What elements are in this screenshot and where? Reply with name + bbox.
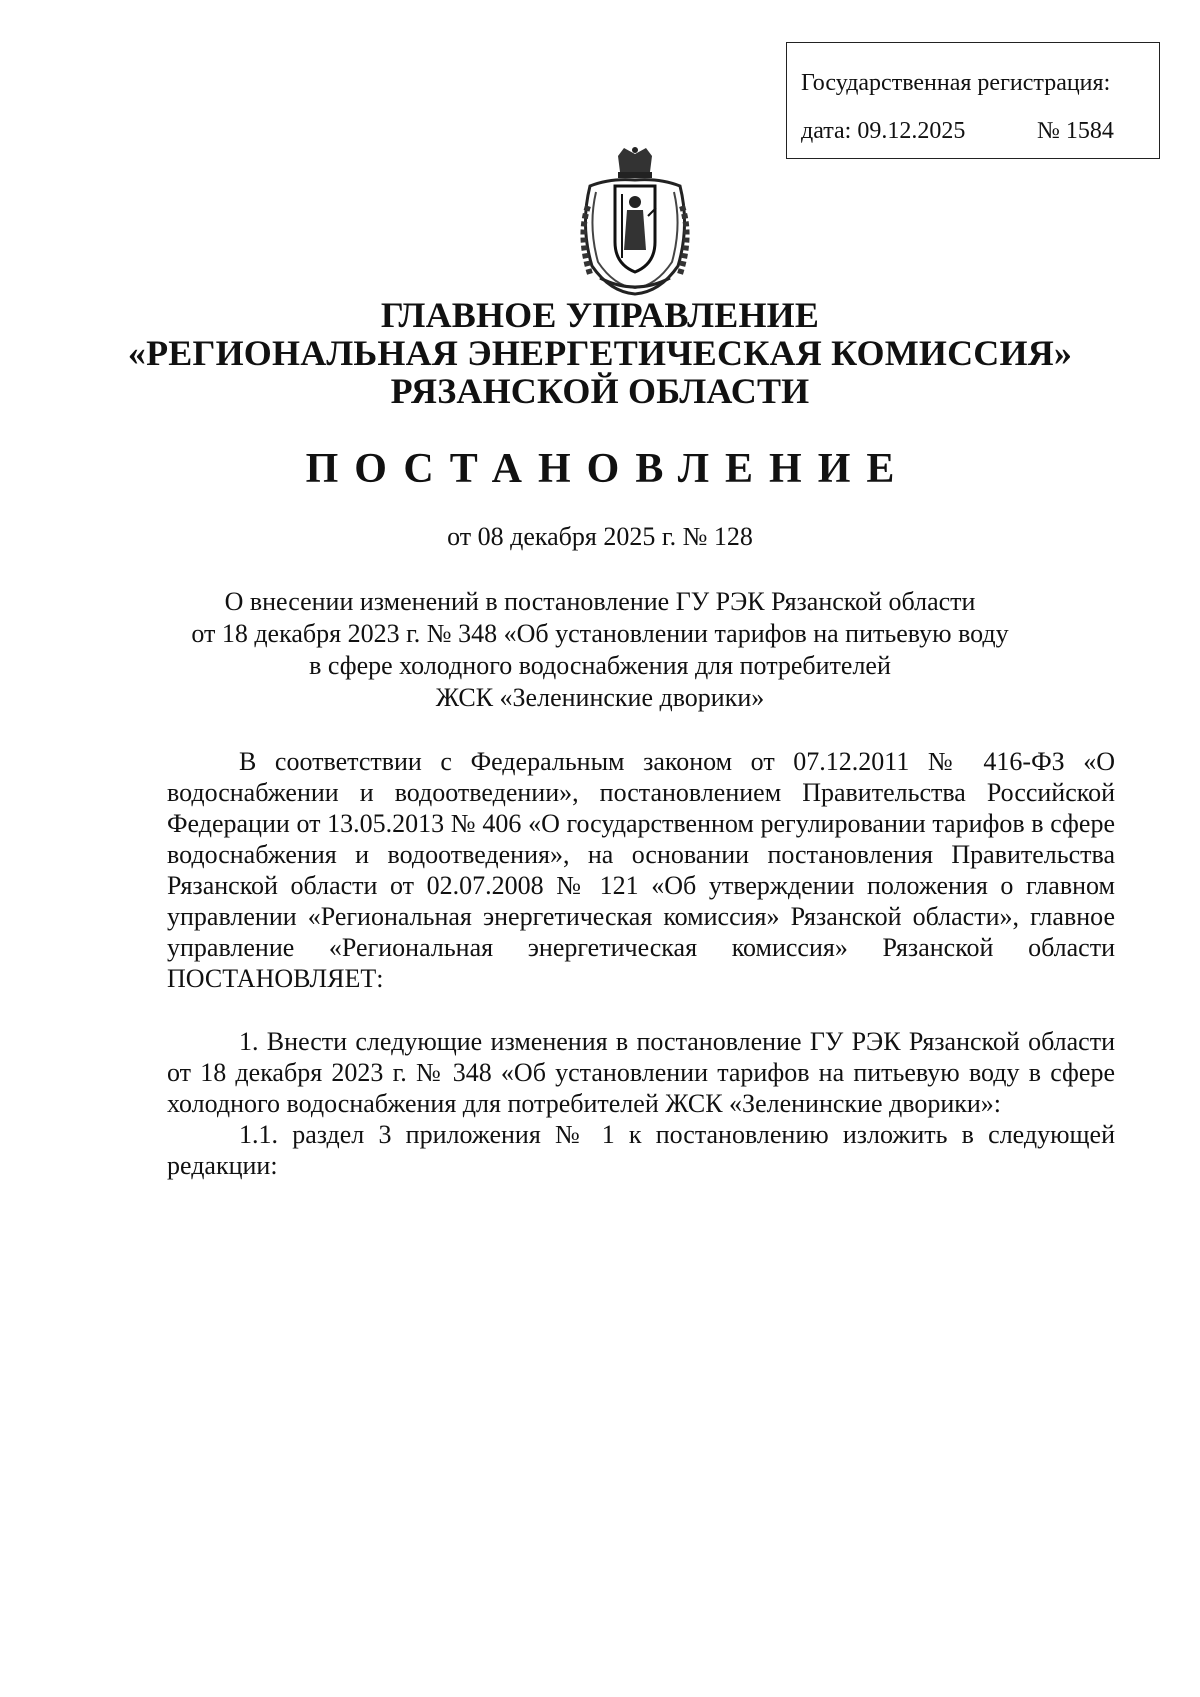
decree-body [167,746,1115,1181]
authority-name-line-3: РЯЗАНСКОЙ ОБЛАСТИ [390,371,810,411]
preamble-paragraph: В соответствии с Федеральным законом от 07.12.2011 № 416-ФЗ «О водоснабжении и водоотведении», постановлением Правительства Российской Федерации от 13.05.2013 № 406 «О государственном регулировании тарифов в сфере водоснабжения и водоотведения», на основании постановления Правительства Рязанской области от 02.07.2008 № 121 «Об утверждении положения о главном управлении «Региональная энергетическая комиссия» Рязанской области», главное управление «Региональная энергетическая комиссия» Рязанской области ПОСТАНОВЛЯЕТ: [167,747,1115,993]
subject-line-4: ЖСК «Зеленинские дворики» [435,683,765,712]
decree-subject [100,586,1100,714]
authority-name-line-2: «РЕГИОНАЛЬНАЯ ЭНЕРГЕТИЧЕСКАЯ КОМИССИЯ» [127,333,1073,373]
subject-line-2: от 18 декабря 2023 г. № 348 «Об установлении тарифов на питьевую воду [191,619,1009,648]
document-type: ПОСТАНОВЛЕНИЕ [305,446,911,492]
registration-details [801,107,1159,155]
subject-line-1: О внесении изменений в постановление ГУ РЭК Рязанской области [224,587,976,616]
registration-stamp [786,42,1160,159]
authority-name [0,296,1200,410]
ryazan-coat-of-arms-icon [560,146,710,296]
subject-line-3: в сфере холодного водоснабжения для потребителей [309,651,891,680]
decree-date-number: от 08 декабря 2025 г. № 128 [447,522,753,551]
authority-name-line-1: ГЛАВНОЕ УПРАВЛЕНИЕ [380,295,820,335]
item-1-paragraph: 1. Внести следующие изменения в постановление ГУ РЭК Рязанской области от 18 декабря 2023 г. № 348 «Об установлении тарифов на питьевую воду в сфере холодного водоснабжения для потребителей ЖСК «Зеленинские дворики»: [167,1027,1115,1118]
registration-label: Государственная регистрация: [801,70,1111,96]
registration-number: № 1584 [1037,118,1114,144]
registration-date: дата: 09.12.2025 [801,118,966,144]
item-1-1-paragraph: 1.1. раздел 3 приложения № 1 к постановлению изложить в следующей редакции: [167,1120,1115,1180]
